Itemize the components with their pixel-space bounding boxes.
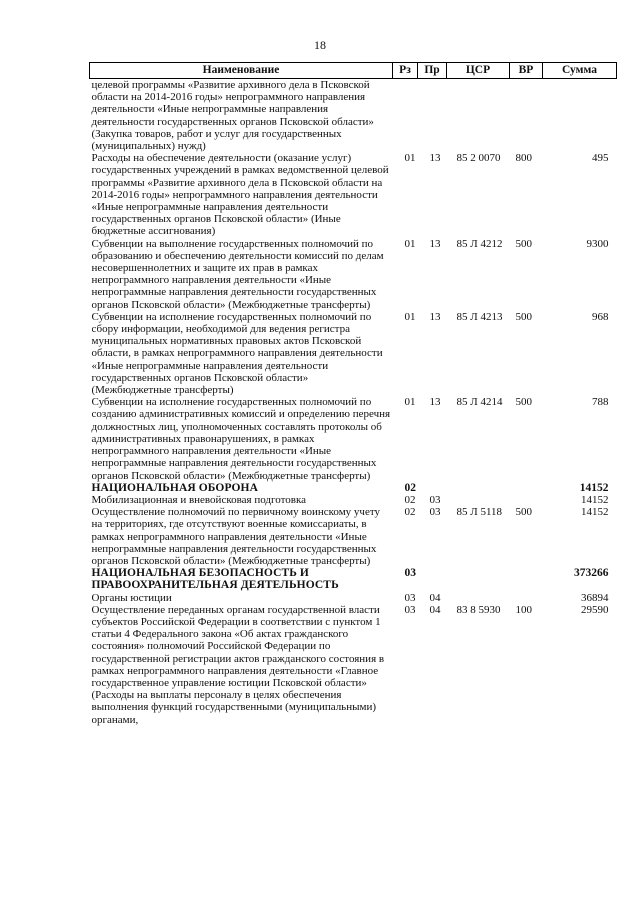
row-pr: 03 [429, 506, 441, 519]
table-row [90, 311, 617, 396]
section-row [90, 567, 617, 591]
column-header-csr: ЦСР [447, 63, 510, 79]
row-rz [393, 79, 418, 153]
row-csr [447, 494, 510, 506]
row-sum: 788 [592, 396, 609, 409]
row-sum: 495 [592, 152, 609, 165]
row-rz: 01 [404, 152, 416, 165]
row-name: Субвенции на исполнение государственных полномочий по сбору информации, необходимой для ведения регистра муниципальных нормативных правовых актов Псковской области, в рамках непрограммного направления деятельности «Иные непрограммные направления деятельности государственных органов Псковской области» (Межбюджетные трансферты) [91, 310, 383, 397]
column-header-vr: ВР [510, 63, 543, 79]
row-sum [543, 79, 617, 153]
row-name: Субвенции на выполнение государственных полномочий по образованию и обеспечению деятельности комиссий по делам несовершеннолетних и защите их прав в рамках непрограммного направления деятельности «Иные непрограммные направления деятельности государственных органов Псковской области» (Межбюджетные трансферты) [91, 237, 384, 311]
row-vr [510, 494, 543, 506]
column-header-rz: Рз [393, 63, 418, 79]
row-vr [510, 567, 543, 591]
row-rz: 01 [404, 310, 416, 323]
row-vr: 500 [515, 506, 532, 519]
row-name: Осуществление полномочий по первичному воинскому учету на территориях, где отсутствуют военные комиссариаты, в рамках непрограммного направления деятельности «Иные непрограммные направления деятельности государственных органов Псковской области» (Межбюджетные трансферты) [91, 506, 381, 567]
page-number: 18 [314, 38, 326, 52]
row-csr [447, 592, 510, 604]
row-pr [418, 482, 447, 494]
section-title: НАЦИОНАЛЬНАЯ БЕЗОПАСНОСТЬ И ПРАВООХРАНИТЕЛЬНАЯ ДЕЯТЕЛЬНОСТЬ [91, 567, 339, 592]
row-rz: 01 [404, 396, 416, 409]
row-sum: 36894 [581, 591, 609, 604]
row-rz: 03 [404, 567, 416, 580]
row-csr: 85 2 0070 [456, 152, 501, 165]
table-header-row [90, 63, 617, 79]
row-pr: 13 [429, 152, 441, 165]
row-csr: 85 Л 4213 [456, 310, 503, 323]
row-csr: 85 Л 5118 [456, 506, 503, 519]
column-header-sum: Сумма [543, 63, 617, 79]
row-sum: 968 [592, 310, 609, 323]
row-vr: 500 [515, 396, 532, 409]
row-sum: 14152 [581, 493, 609, 506]
row-rz: 03 [404, 591, 416, 604]
row-name: Расходы на обеспечение деятельности (оказание услуг) государственных учреждений в рамках ведомственной целевой программы «Развитие архивного дела в Псковской области на 2014-2016 годы» непрограммного направления деятельности «Иные непрограммные направления деятельности государственных органов Псковской области» (Иные бюджетные ассигнования) [91, 152, 389, 238]
row-sum: 14152 [581, 506, 609, 519]
column-header-name: Наименование [90, 63, 393, 79]
row-csr: 85 Л 4212 [456, 237, 503, 250]
section-sum: 373266 [574, 567, 609, 580]
row-vr: 800 [515, 152, 532, 165]
row-csr [447, 79, 510, 153]
column-header-pr: Пр [418, 63, 447, 79]
row-pr: 13 [429, 310, 441, 323]
row-pr [418, 567, 447, 591]
row-pr: 13 [429, 237, 441, 250]
row-pr: 04 [429, 603, 441, 616]
table-row [90, 592, 617, 604]
budget-table [89, 62, 617, 726]
row-vr: 500 [515, 310, 532, 323]
row-name: целевой программы «Развитие архивного дела в Псковской области на 2014-2016 годы» непрограммного направления деятельности «Иные непрограммные направления деятельности государственных органов Псковской области» (Закупка товаров, работ и услуг для государственных (муниципальных) нужд) [91, 79, 374, 153]
row-vr: 500 [515, 237, 532, 250]
row-name: Субвенции на исполнение государственных полномочий по созданию административных комиссий и определению перечня должностных лиц, уполномоченных составлять протоколы об административных правонарушениях, в рамках непрограммного направления деятельности «Иные непрограммные направления деятельности государственных органов Псковской области» (Межбюджетные трансферты) [91, 396, 391, 482]
row-rz: 02 [404, 481, 416, 494]
row-pr [418, 79, 447, 153]
table-row [90, 494, 617, 506]
table-row [90, 506, 617, 567]
section-row [90, 482, 617, 494]
row-vr [510, 592, 543, 604]
row-pr: 03 [429, 493, 441, 506]
row-sum: 29590 [581, 603, 609, 616]
row-sum: 9300 [586, 237, 609, 250]
row-rz: 03 [404, 603, 416, 616]
row-csr: 83 8 5930 [456, 603, 501, 616]
row-csr: 85 Л 4214 [456, 396, 503, 409]
row-vr: 100 [515, 603, 532, 616]
row-name: Органы юстиции [91, 591, 172, 604]
row-rz: 02 [404, 506, 416, 519]
table-row [90, 79, 617, 153]
row-name: Мобилизационная и вневойсковая подготовка [91, 493, 307, 506]
table-row [90, 238, 617, 311]
section-sum: 14152 [579, 481, 609, 494]
row-vr [510, 79, 543, 153]
row-pr: 13 [429, 396, 441, 409]
row-csr [447, 482, 510, 494]
row-rz: 02 [404, 493, 416, 506]
row-name: Осуществление переданных органам государственной власти субъектов Российской Федерации в соответствии с пунктом 1 статьи 4 Федерального закона «Об актах гражданского состояния» полномочий Российской Федерации по государственной регистрации актов гражданского состояния в рамках непрограммного направления деятельности «Главное государственное управление юстиции Псковской области» (Расходы на выплаты персоналу в целях обеспечения выполнения функций государственными (муниципальными) органами, [91, 603, 385, 726]
section-title: НАЦИОНАЛЬНАЯ ОБОРОНА [91, 481, 259, 494]
row-vr [510, 482, 543, 494]
row-csr [447, 567, 510, 591]
row-rz: 01 [404, 237, 416, 250]
row-pr: 04 [429, 591, 441, 604]
table-row [90, 604, 617, 726]
table-row [90, 396, 617, 481]
table-row [90, 152, 617, 237]
